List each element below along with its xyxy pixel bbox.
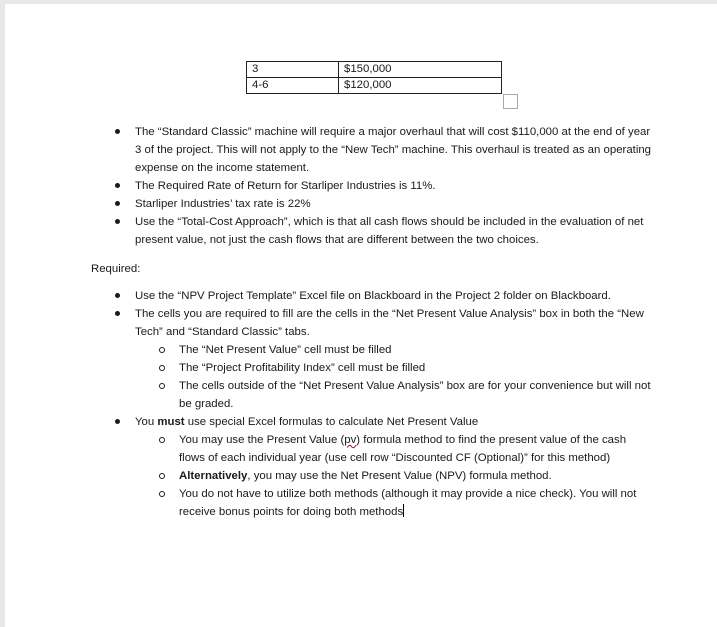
sub-list-item [179, 431, 655, 467]
amount-cell[interactable]: $120,000 [339, 78, 502, 94]
sub-list-item [179, 467, 655, 485]
list-item: Use the “NPV Project Template” Excel file on Blackboard in the Project 2 folder on Blackboard. [135, 287, 655, 305]
table-move-handle[interactable] [503, 94, 518, 109]
text-segment: You do not have to utilize both methods (although it may provide a nice check). You will not receive bonus points for doing both methods [179, 488, 637, 518]
cash-flow-table [246, 61, 502, 94]
required-heading: Required: [91, 263, 141, 275]
text-segment: ) formula method to find the present value of the cash flows of each individual year (use cell row “Discounted CF (Optional)” for this method) [179, 434, 627, 464]
sub-list [135, 431, 655, 521]
emphasis-text: must [157, 416, 185, 428]
sub-list-item: The “Net Present Value” cell must be filled [179, 341, 655, 359]
required-list [135, 287, 655, 521]
year-cell[interactable]: 3 [247, 62, 339, 78]
year-cell[interactable]: 4-6 [247, 78, 339, 94]
table-row [247, 62, 502, 78]
sub-list-item [179, 485, 655, 521]
list-item [135, 413, 655, 521]
sub-list-item: The “Project Profitability Index” cell must be filled [179, 359, 655, 377]
list-item: Use the “Total-Cost Approach”, which is that all cash flows should be included in the evaluation of net present value, not just the cash flows that are different between the two choices. [135, 213, 655, 249]
table-row [247, 78, 502, 94]
text-segment: You may use the Present Value ( [179, 434, 345, 446]
sub-list-item: The cells outside of the “Net Present Value Analysis” box are for your convenience but will not be graded. [179, 377, 655, 413]
list-item: The Required Rate of Return for Starliper Industries is 11%. [135, 177, 655, 195]
list-item [135, 305, 655, 413]
text-segment: , you may use the Net Present Value (NPV) formula method. [247, 470, 552, 482]
emphasis-text: Alternatively [179, 470, 248, 482]
text-segment: You [135, 416, 158, 428]
sub-list [135, 341, 655, 413]
text-segment: use special Excel formulas to calculate Net Present Value [184, 416, 479, 428]
list-item: Starliper Industries’ tax rate is 22% [135, 195, 655, 213]
assumptions-list [135, 123, 655, 249]
amount-cell[interactable]: $150,000 [339, 62, 502, 78]
spelling-flagged-word[interactable]: pv [344, 434, 357, 446]
list-item: The “Standard Classic” machine will require a major overhaul that will cost $110,000 at the end of year 3 of the project. This will not apply to the “New Tech” machine. This overhaul is treated as an operating expense on the income statement. [135, 123, 655, 177]
list-item-text: The cells you are required to fill are the cells in the “Net Present Value Analysis” box in both the “New Tech” and “Standard Classic” tabs. [135, 308, 644, 338]
text-cursor [403, 504, 404, 517]
